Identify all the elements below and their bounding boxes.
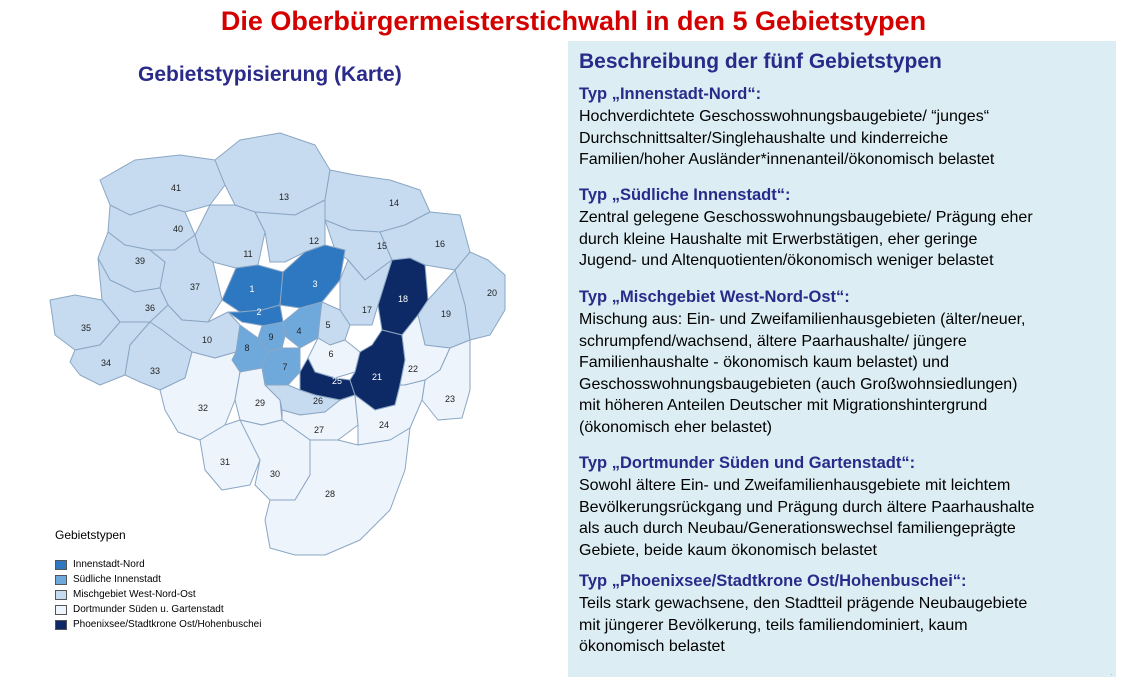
district-label-8: 8 (244, 343, 250, 353)
legend-swatch (55, 590, 67, 600)
district-label-7: 7 (282, 362, 288, 372)
district-label-3: 3 (312, 279, 318, 289)
legend-swatch (55, 575, 67, 585)
description-line: Teils stark gewachsene, den Stadtteil prägende Neubaugebiete (579, 595, 1028, 612)
district-13 (215, 133, 330, 215)
description-line: Bevölkerungsrückgang und Prägung durch ältere Paarhaushalte (579, 498, 1035, 516)
type-block (579, 453, 1109, 561)
district-map (0, 120, 498, 580)
legend-item (55, 557, 261, 572)
panel-title: Beschreibung der fünf Gebietstypen (579, 50, 942, 73)
district-label-27: 27 (313, 425, 325, 435)
description-line: mit jüngerer Bevölkerung, teils familiendominiert, kaum (579, 616, 968, 634)
description-line: Mischung aus: Ein- und Zweifamilienhausgebieten (älter/neuer, (579, 311, 1026, 328)
description-panel (568, 41, 1116, 677)
district-label-22: 22 (407, 364, 419, 374)
legend-label: Innenstadt-Nord (73, 559, 145, 570)
district-label-14: 14 (388, 198, 400, 208)
district-label-2: 2 (256, 307, 262, 317)
type-block (579, 571, 1109, 658)
description-line: (ökonomisch eher belastet) (579, 418, 772, 436)
description-line: Jugend- und Altenquotienten/ökonomisch weniger belastet (579, 252, 994, 269)
type-heading: Typ „Innenstadt-Nord“: (579, 85, 762, 103)
district-label-36: 36 (144, 303, 156, 313)
district-label-28: 28 (324, 489, 336, 499)
type-heading: Typ „Phoenixsee/Stadtkrone Ost/Hohenbuschei“: (579, 572, 967, 590)
legend-swatch (55, 560, 67, 570)
description-line: Zentral gelegene Geschosswohnungsbaugebiete/ Prägung eher (579, 209, 1033, 226)
legend-title: Gebietstypen (55, 528, 126, 542)
corner-mark: · (1110, 670, 1113, 679)
district-label-20: 20 (486, 288, 498, 298)
district-label-35: 35 (80, 323, 92, 333)
district-label-11: 11 (243, 249, 253, 259)
legend-swatch (55, 620, 67, 630)
district-label-24: 24 (378, 420, 390, 430)
legend-label: Dortmunder Süden u. Gartenstadt (73, 604, 224, 615)
district-7 (262, 348, 300, 385)
description-line: durch kleine Haushalte mit Erwerbstätigen, eher geringe (579, 230, 978, 248)
district-label-1: 1 (249, 284, 255, 294)
description-line: Durchschnittsalter/Singlehaushalte und kinderreiche (579, 129, 949, 147)
district-label-32: 32 (197, 403, 209, 413)
map-title: Gebietstypisierung (Karte) (138, 63, 402, 86)
type-description (579, 593, 1109, 658)
district-label-23: 23 (444, 394, 456, 404)
description-line: Hochverdichtete Geschosswohnungsbaugebiete/ “junges“ (579, 108, 990, 125)
description-line: Sowohl ältere Ein- und Zweifamilienhausgebiete mit leichtem (579, 477, 1011, 494)
district-label-29: 29 (254, 398, 266, 408)
description-line: mit höheren Anteilen Deutscher mit Migrationshintergrund (579, 397, 988, 414)
description-line: Geschosswohnungsbaugebieten (auch Großwohnsiedlungen) (579, 375, 1018, 393)
district-label-4: 4 (296, 326, 302, 336)
legend-swatch (55, 605, 67, 615)
legend-item (55, 587, 261, 602)
district-label-31: 31 (219, 457, 231, 467)
type-block (579, 287, 1109, 438)
district-label-34: 34 (100, 358, 112, 368)
district-label-33: 33 (149, 366, 161, 376)
description-line: als auch durch Neubau/Generationswechsel familiengeprägte (579, 520, 1016, 537)
district-label-19: 19 (440, 309, 452, 319)
district-label-5: 5 (325, 320, 331, 330)
map-legend (55, 528, 261, 632)
district-label-6: 6 (328, 349, 334, 359)
district-label-12: 12 (308, 236, 320, 246)
district-label-18: 18 (397, 294, 409, 304)
type-description (579, 475, 1109, 561)
district-label-17: 17 (361, 305, 373, 315)
district-label-39: 39 (134, 256, 146, 266)
district-label-9: 9 (268, 332, 274, 342)
district-label-21: 21 (371, 372, 383, 382)
district-label-26: 26 (312, 396, 324, 406)
district-label-15: 15 (376, 241, 388, 251)
district-label-13: 13 (278, 192, 290, 202)
type-block (579, 84, 1109, 171)
type-description (579, 309, 1109, 438)
description-line: Gebiete, beide kaum ökonomisch belastet (579, 541, 877, 559)
district-label-25: 25 (331, 376, 343, 386)
district-label-16: 16 (434, 239, 446, 249)
legend-item (55, 572, 261, 587)
district-label-10: 10 (201, 335, 213, 345)
district-label-40: 40 (172, 224, 184, 234)
type-description (579, 106, 1109, 171)
page-title: Die Oberbürgermeisterstichwahl in den 5 Gebietstypen (220, 6, 927, 36)
description-line: Familien/hoher Ausländer*innenanteil/ökonomisch belastet (579, 151, 995, 168)
district-label-41: 41 (170, 183, 182, 193)
type-block (579, 185, 1109, 272)
legend-label: Südliche Innenstadt (73, 574, 161, 585)
type-heading: Typ „Südliche Innenstadt“: (579, 186, 791, 204)
description-line: schrumpfend/wachsend, ältere Paarhaushalte/ jüngere (579, 332, 967, 350)
legend-item (55, 602, 261, 617)
legend-label: Phoenixsee/Stadtkrone Ost/Hohenbuschei (73, 619, 262, 630)
description-line: Familienhaushalte - ökonomisch kaum belastet) und (579, 354, 949, 371)
description-line: ökonomisch belastet (579, 638, 725, 655)
legend-label: Mischgebiet West-Nord-Ost (73, 589, 196, 600)
legend-item (55, 617, 261, 632)
type-heading: Typ „Dortmunder Süden und Gartenstadt“: (579, 454, 916, 472)
district-label-30: 30 (269, 469, 281, 479)
type-description (579, 207, 1109, 272)
district-label-37: 37 (189, 282, 201, 292)
type-heading: Typ „Mischgebiet West-Nord-Ost“: (579, 288, 850, 306)
